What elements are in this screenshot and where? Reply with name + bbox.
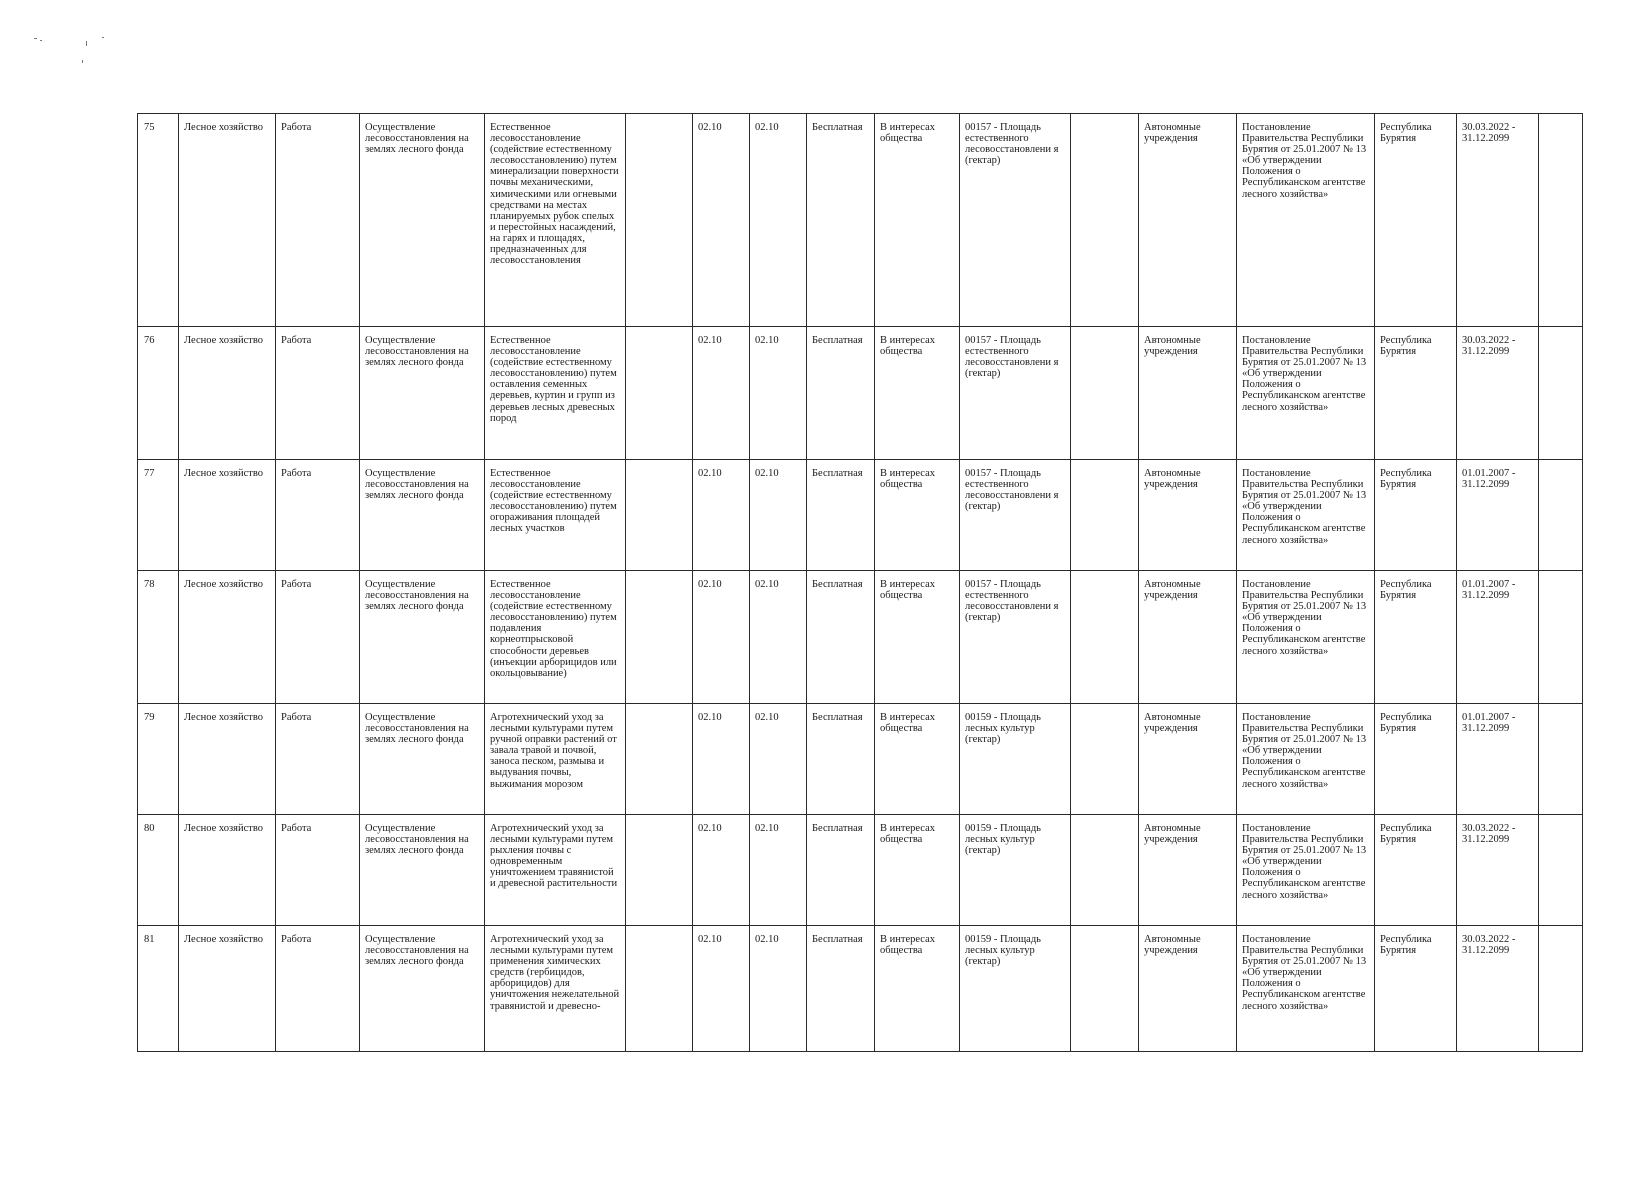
payment-cell: Бесплатная bbox=[807, 114, 875, 327]
table-row bbox=[138, 571, 1583, 704]
row-number: 75 bbox=[138, 114, 179, 327]
payment-cell: Бесплатная bbox=[807, 815, 875, 926]
code-cell: 02.10 bbox=[750, 327, 807, 460]
code-cell: 02.10 bbox=[693, 114, 750, 327]
registry-table bbox=[137, 113, 1583, 1052]
interest-cell: В интересах общества bbox=[875, 571, 960, 704]
row-number: 78 bbox=[138, 571, 179, 704]
institution-cell: Автономные учреждения bbox=[1139, 114, 1237, 327]
region-cell: Республика Бурятия bbox=[1375, 815, 1457, 926]
table-row bbox=[138, 114, 1583, 327]
basis-cell: Постановление Правительства Республики Бурятия от 25.01.2007 № 13 «Об утверждении Положения о Республиканском агентстве лесного хозяйства» bbox=[1237, 815, 1375, 926]
table-row bbox=[138, 460, 1583, 571]
indicator-cell: 00157 - Площадь естественного лесовосстановлени я (гектар) bbox=[960, 571, 1071, 704]
payment-cell: Бесплатная bbox=[807, 571, 875, 704]
indicator-cell: 00157 - Площадь естественного лесовосстановлени я (гектар) bbox=[960, 114, 1071, 327]
code-cell: 02.10 bbox=[693, 460, 750, 571]
institution-cell: Автономные учреждения bbox=[1139, 704, 1237, 815]
interest-cell: В интересах общества bbox=[875, 926, 960, 1052]
content-cell: Агротехнический уход за лесными культурами путем рыхления почвы с одновременным уничтожением травянистой и древесной растительности bbox=[485, 815, 626, 926]
row-number: 81 bbox=[138, 926, 179, 1052]
payment-cell: Бесплатная bbox=[807, 460, 875, 571]
period-cell: 30.03.2022 - 31.12.2099 bbox=[1457, 327, 1539, 460]
indicator-cell: 00159 - Площадь лесных культур (гектар) bbox=[960, 926, 1071, 1052]
indicator-cell: 00159 - Площадь лесных культур (гектар) bbox=[960, 704, 1071, 815]
sphere-cell: Лесное хозяйство bbox=[179, 460, 276, 571]
name-cell: Осуществление лесовосстановления на землях лесного фонда bbox=[360, 114, 485, 327]
basis-cell: Постановление Правительства Республики Бурятия от 25.01.2007 № 13 «Об утверждении Положения о Республиканском агентстве лесного хозяйства» bbox=[1237, 926, 1375, 1052]
region-cell: Республика Бурятия bbox=[1375, 926, 1457, 1052]
sphere-cell: Лесное хозяйство bbox=[179, 815, 276, 926]
blank-cell bbox=[1071, 114, 1139, 327]
basis-cell: Постановление Правительства Республики Бурятия от 25.01.2007 № 13 «Об утверждении Положения о Республиканском агентстве лесного хозяйства» bbox=[1237, 704, 1375, 815]
basis-cell: Постановление Правительства Республики Бурятия от 25.01.2007 № 13 «Об утверждении Положения о Республиканском агентстве лесного хозяйства» bbox=[1237, 114, 1375, 327]
content-cell: Естественное лесовосстановление (содействие естественному лесовосстановлению) путем оставления семенных деревьев, куртин и групп из деревьев лесных древесных пород bbox=[485, 327, 626, 460]
kind-cell: Работа bbox=[276, 571, 360, 704]
blank-cell bbox=[1071, 571, 1139, 704]
indicator-cell: 00159 - Площадь лесных культур (гектар) bbox=[960, 815, 1071, 926]
basis-cell: Постановление Правительства Республики Бурятия от 25.01.2007 № 13 «Об утверждении Положения о Республиканском агентстве лесного хозяйства» bbox=[1237, 460, 1375, 571]
period-cell: 01.01.2007 - 31.12.2099 bbox=[1457, 460, 1539, 571]
row-number: 77 bbox=[138, 460, 179, 571]
code-cell: 02.10 bbox=[750, 926, 807, 1052]
indicator-cell: 00157 - Площадь естественного лесовосстановлени я (гектар) bbox=[960, 327, 1071, 460]
code-cell: 02.10 bbox=[693, 815, 750, 926]
name-cell: Осуществление лесовосстановления на землях лесного фонда bbox=[360, 704, 485, 815]
blank-cell bbox=[626, 815, 693, 926]
payment-cell: Бесплатная bbox=[807, 327, 875, 460]
blank-cell bbox=[626, 704, 693, 815]
period-cell: 30.03.2022 - 31.12.2099 bbox=[1457, 815, 1539, 926]
code-cell: 02.10 bbox=[693, 926, 750, 1052]
basis-cell: Постановление Правительства Республики Бурятия от 25.01.2007 № 13 «Об утверждении Положения о Республиканском агентстве лесного хозяйства» bbox=[1237, 327, 1375, 460]
content-cell: Естественное лесовосстановление (содействие естественному лесовосстановлению) путем огораживания площадей лесных участков bbox=[485, 460, 626, 571]
kind-cell: Работа bbox=[276, 460, 360, 571]
table-row bbox=[138, 327, 1583, 460]
content-cell: Агротехнический уход за лесными культурами путем применения химических средств (гербицидов, арборицидов) для уничтожения нежелательной травянистой и древесно- bbox=[485, 926, 626, 1052]
sphere-cell: Лесное хозяйство bbox=[179, 114, 276, 327]
basis-cell: Постановление Правительства Республики Бурятия от 25.01.2007 № 13 «Об утверждении Положения о Республиканском агентстве лесного хозяйства» bbox=[1237, 571, 1375, 704]
interest-cell: В интересах общества bbox=[875, 815, 960, 926]
institution-cell: Автономные учреждения bbox=[1139, 460, 1237, 571]
region-cell: Республика Бурятия bbox=[1375, 114, 1457, 327]
row-number: 80 bbox=[138, 815, 179, 926]
code-cell: 02.10 bbox=[750, 571, 807, 704]
name-cell: Осуществление лесовосстановления на землях лесного фонда bbox=[360, 926, 485, 1052]
period-cell: 30.03.2022 - 31.12.2099 bbox=[1457, 114, 1539, 327]
blank-cell bbox=[1539, 460, 1583, 571]
code-cell: 02.10 bbox=[750, 704, 807, 815]
blank-cell bbox=[1539, 815, 1583, 926]
code-cell: 02.10 bbox=[693, 571, 750, 704]
interest-cell: В интересах общества bbox=[875, 460, 960, 571]
blank-cell bbox=[1539, 327, 1583, 460]
kind-cell: Работа bbox=[276, 327, 360, 460]
name-cell: Осуществление лесовосстановления на землях лесного фонда bbox=[360, 815, 485, 926]
indicator-cell: 00157 - Площадь естественного лесовосстановлени я (гектар) bbox=[960, 460, 1071, 571]
code-cell: 02.10 bbox=[750, 114, 807, 327]
blank-cell bbox=[626, 926, 693, 1052]
blank-cell bbox=[626, 114, 693, 327]
blank-cell bbox=[1539, 704, 1583, 815]
table-row bbox=[138, 704, 1583, 815]
region-cell: Республика Бурятия bbox=[1375, 327, 1457, 460]
period-cell: 01.01.2007 - 31.12.2099 bbox=[1457, 571, 1539, 704]
interest-cell: В интересах общества bbox=[875, 704, 960, 815]
blank-cell bbox=[1071, 460, 1139, 571]
blank-cell bbox=[1539, 926, 1583, 1052]
blank-cell bbox=[1071, 815, 1139, 926]
code-cell: 02.10 bbox=[750, 460, 807, 571]
sphere-cell: Лесное хозяйство bbox=[179, 327, 276, 460]
kind-cell: Работа bbox=[276, 114, 360, 327]
blank-cell bbox=[626, 327, 693, 460]
table-row bbox=[138, 926, 1583, 1052]
blank-cell bbox=[1071, 327, 1139, 460]
row-number: 79 bbox=[138, 704, 179, 815]
region-cell: Республика Бурятия bbox=[1375, 571, 1457, 704]
period-cell: 01.01.2007 - 31.12.2099 bbox=[1457, 704, 1539, 815]
kind-cell: Работа bbox=[276, 926, 360, 1052]
name-cell: Осуществление лесовосстановления на землях лесного фонда bbox=[360, 460, 485, 571]
period-cell: 30.03.2022 - 31.12.2099 bbox=[1457, 926, 1539, 1052]
sphere-cell: Лесное хозяйство bbox=[179, 926, 276, 1052]
kind-cell: Работа bbox=[276, 704, 360, 815]
kind-cell: Работа bbox=[276, 815, 360, 926]
blank-cell bbox=[626, 571, 693, 704]
name-cell: Осуществление лесовосстановления на землях лесного фонда bbox=[360, 571, 485, 704]
code-cell: 02.10 bbox=[693, 327, 750, 460]
blank-cell bbox=[1539, 571, 1583, 704]
institution-cell: Автономные учреждения bbox=[1139, 327, 1237, 460]
payment-cell: Бесплатная bbox=[807, 926, 875, 1052]
interest-cell: В интересах общества bbox=[875, 114, 960, 327]
blank-cell bbox=[1071, 704, 1139, 815]
name-cell: Осуществление лесовосстановления на землях лесного фонда bbox=[360, 327, 485, 460]
content-cell: Естественное лесовосстановление (содействие естественному лесовосстановлению) путем подавления корнеотпрысковой способности деревьев (инъекции арборицидов или окольцовывание) bbox=[485, 571, 626, 704]
institution-cell: Автономные учреждения bbox=[1139, 815, 1237, 926]
sphere-cell: Лесное хозяйство bbox=[179, 571, 276, 704]
blank-cell bbox=[1539, 114, 1583, 327]
scan-specks bbox=[30, 30, 120, 70]
content-cell: Агротехнический уход за лесными культурами путем ручной оправки растений от завала травой и почвой, заноса песком, размыва и выдувания почвы, выжимания морозом bbox=[485, 704, 626, 815]
institution-cell: Автономные учреждения bbox=[1139, 926, 1237, 1052]
region-cell: Республика Бурятия bbox=[1375, 460, 1457, 571]
row-number: 76 bbox=[138, 327, 179, 460]
interest-cell: В интересах общества bbox=[875, 327, 960, 460]
sphere-cell: Лесное хозяйство bbox=[179, 704, 276, 815]
payment-cell: Бесплатная bbox=[807, 704, 875, 815]
region-cell: Республика Бурятия bbox=[1375, 704, 1457, 815]
blank-cell bbox=[1071, 926, 1139, 1052]
content-cell: Естественное лесовосстановление (содействие естественному лесовосстановлению) путем минерализации поверхности почвы механическими, химическими или огневыми средствами на местах планируемых рубок спелых и перестойных насаждений, на гарях и площадях, предназначенных для лесовосстановления bbox=[485, 114, 626, 327]
institution-cell: Автономные учреждения bbox=[1139, 571, 1237, 704]
code-cell: 02.10 bbox=[750, 815, 807, 926]
table-row bbox=[138, 815, 1583, 926]
blank-cell bbox=[626, 460, 693, 571]
code-cell: 02.10 bbox=[693, 704, 750, 815]
